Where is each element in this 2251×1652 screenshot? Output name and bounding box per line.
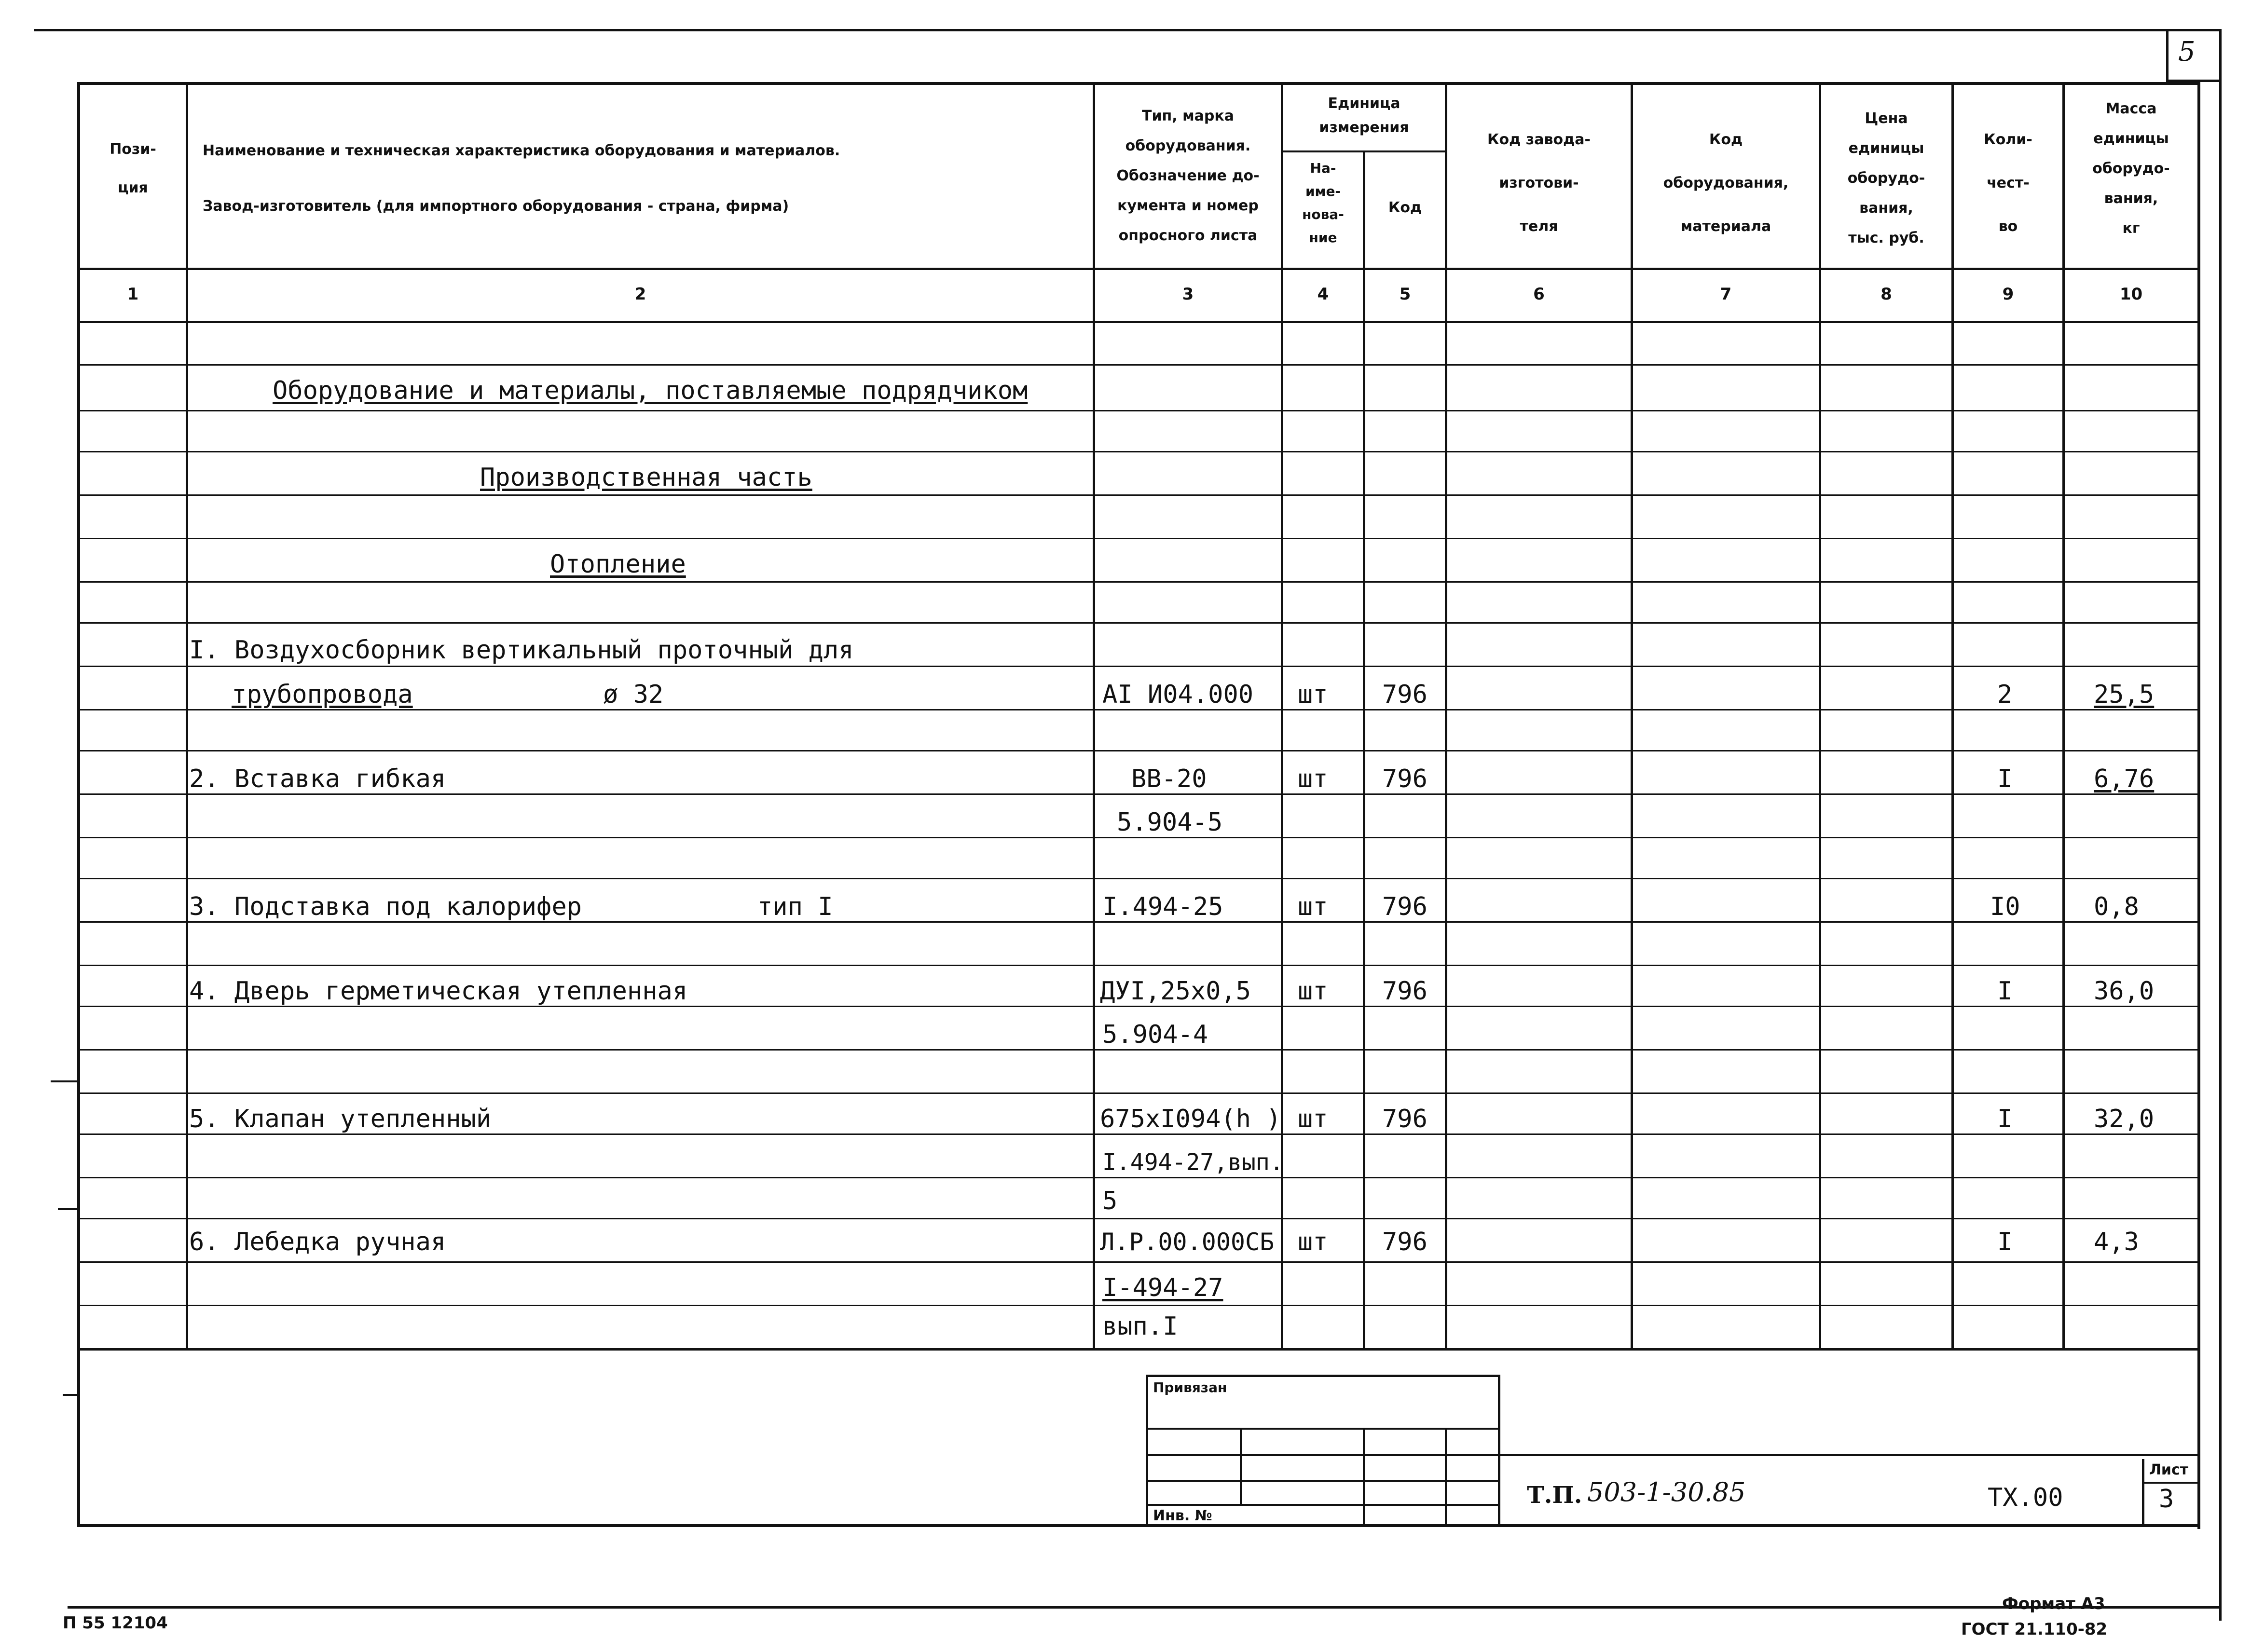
row-line	[77, 709, 2200, 710]
document-code: П 55 12104	[63, 1613, 168, 1633]
colnum-4: 4	[1317, 285, 1329, 304]
sheet-number: 3	[2159, 1485, 2174, 1514]
bottom-rule	[68, 1606, 2222, 1609]
item-5-type: 675xI094(h )	[1100, 1105, 1281, 1133]
row-line	[77, 1049, 2200, 1051]
margin-tick	[58, 1208, 77, 1210]
col-line-6	[1631, 82, 1633, 1351]
item-4-qty: I	[1997, 977, 2013, 1006]
colnum-9: 9	[2002, 285, 2014, 304]
colnum-8: 8	[1880, 285, 1892, 304]
item-6-name: 6. Лебедка ручная	[189, 1228, 446, 1256]
item-2-unit: шт	[1298, 765, 1328, 793]
row-line	[77, 494, 2200, 496]
colnum-bottom	[77, 321, 2200, 323]
stamp-row	[1146, 1480, 1500, 1482]
item-6-unit: шт	[1298, 1228, 1328, 1256]
header-position: Пози- ция	[110, 141, 156, 196]
colnum-6: 6	[1533, 285, 1545, 304]
item-3-unit: шт	[1298, 892, 1328, 921]
row-line	[77, 1305, 2200, 1306]
item-5-type-issue: 5	[1102, 1187, 1118, 1215]
header-unit-code: Код	[1388, 199, 1422, 216]
item-1-mass: 25,5	[2094, 680, 2155, 709]
header-manufacturer-code: Код завода- изготови- теля	[1487, 131, 1591, 235]
item-3-name: 3. Подставка под калорифер	[189, 892, 582, 921]
header-name: Наименование и техническая характеристика оборудования и материалов. Завод-изготовитель (для импортного оборудования - страна, фирма)	[203, 142, 840, 215]
item-5-name: 5. Клапан утепленный	[189, 1105, 492, 1133]
top-rule	[34, 29, 2219, 31]
item-6-code: 796	[1382, 1228, 1427, 1256]
item-1-code: 796	[1382, 680, 1427, 709]
row-line	[77, 622, 2200, 624]
item-2-type: ВВ-20	[1131, 765, 1207, 793]
col-line-5	[1445, 82, 1447, 1351]
item-5-code: 796	[1382, 1105, 1427, 1133]
colnum-2: 2	[634, 285, 646, 304]
item-1-unit: шт	[1298, 680, 1328, 709]
margin-tick	[63, 1394, 77, 1396]
item-6-mass: 4,3	[2094, 1228, 2139, 1256]
item-6-type: Л.Р.00.000СБ	[1100, 1228, 1275, 1256]
section-title-production: Производственная часть	[480, 463, 812, 492]
row-line	[77, 451, 2200, 452]
gost-label: ГОСТ 21.110-82	[1961, 1620, 2108, 1639]
item-6-qty: I	[1997, 1228, 2013, 1256]
header-type: Тип, марка оборудования. Обозначение до- кумента и номер опросного листа	[1116, 108, 1260, 244]
item-6-type-doc: I-494-27	[1102, 1273, 1223, 1302]
header-quantity: Коли- чест- во	[1984, 131, 2032, 235]
stamp-box-top	[1146, 1375, 1500, 1377]
item-1-qty: 2	[1997, 680, 2013, 709]
row-line	[77, 1133, 2200, 1135]
item-3-type: I.494-25	[1102, 892, 1223, 921]
stamp-row	[1146, 1454, 1500, 1456]
margin-tick	[51, 1080, 77, 1082]
item-4-code: 796	[1382, 977, 1427, 1006]
stamp-col	[1445, 1428, 1447, 1524]
item-2-type-doc: 5.904-5	[1117, 808, 1223, 837]
sheet-label: Лист	[2149, 1461, 2189, 1478]
body-bottom	[77, 1348, 2200, 1351]
header-unit-group: Единица измерения	[1319, 95, 1409, 136]
colnum-5: 5	[1399, 285, 1411, 304]
section-title-heating: Отопление	[550, 550, 686, 579]
header-equipment-code: Код оборудования, материала	[1663, 131, 1789, 235]
item-3-code: 796	[1382, 892, 1427, 921]
item-4-unit: шт	[1298, 977, 1328, 1006]
item-4-type-doc: 5.904-4	[1102, 1020, 1208, 1049]
col-line-1	[186, 82, 188, 1351]
table-bottom	[77, 1524, 2200, 1527]
item-2-name: 2. Вставка гибкая	[189, 765, 446, 793]
stamp-row	[1146, 1428, 1500, 1430]
sheet-box-left	[2142, 1459, 2144, 1527]
header-mass: Масса единицы оборудо- вания, кг	[2092, 100, 2170, 237]
designation-number: 503-1-30.85	[1587, 1477, 1746, 1507]
item-3-mass: 0,8	[2094, 892, 2139, 921]
stamp-col	[1240, 1428, 1242, 1505]
row-line	[77, 1177, 2200, 1178]
stamp-bound-label: Привязан	[1153, 1379, 1227, 1395]
header-price: Цена единицы оборудо- вания, тыс. руб.	[1847, 110, 1925, 246]
item-1-diameter: ø 32	[603, 680, 664, 709]
stamp-col	[1363, 1428, 1365, 1524]
section-title-supplied-by-contractor: Оборудование и материалы, поставляемые подрядчиком	[273, 376, 1028, 405]
item-5-unit: шт	[1298, 1105, 1328, 1133]
colnum-3: 3	[1182, 285, 1194, 304]
item-6-type-issue: вып.I	[1102, 1312, 1178, 1341]
item-2-mass: 6,76	[2094, 765, 2155, 793]
page-number: 5	[2178, 36, 2196, 68]
drawing-mark: ТХ.00	[1988, 1483, 2063, 1512]
col-line-7	[1819, 82, 1821, 1351]
row-line	[77, 1092, 2200, 1094]
unit-group-divider	[1281, 150, 1447, 152]
table-top	[77, 82, 2200, 85]
item-5-mass: 32,0	[2094, 1105, 2155, 1133]
table-right	[2197, 82, 2200, 1529]
row-line	[77, 666, 2200, 667]
item-3-qty: I0	[1990, 892, 2020, 921]
page-number-box-left	[2166, 29, 2169, 82]
stamp-inventory-label: Инв. №	[1153, 1507, 1212, 1524]
item-5-type-doc: I.494-27,вып.	[1102, 1149, 1284, 1176]
colnum-1: 1	[127, 285, 139, 304]
row-line	[77, 1006, 2200, 1007]
main-stamp-top	[1500, 1454, 2200, 1456]
item-4-mass: 36,0	[2094, 977, 2155, 1006]
format-label: Формат А3	[2002, 1594, 2105, 1613]
item-1-name-line1: I. Воздухосборник вертикальный проточный для	[189, 636, 854, 665]
header-bottom	[77, 268, 2200, 270]
colnum-10: 10	[2119, 285, 2143, 304]
designation-prefix: Т.П.	[1527, 1482, 1582, 1509]
colnum-7: 7	[1720, 285, 1732, 304]
row-line	[77, 921, 2200, 923]
row-line	[77, 878, 2200, 879]
item-2-qty: I	[1997, 765, 2013, 793]
row-line	[77, 1261, 2200, 1263]
row-line	[77, 410, 2200, 411]
row-line	[77, 364, 2200, 366]
row-line	[77, 581, 2200, 583]
item-1-name-line2: трубопровода	[232, 680, 413, 709]
item-5-qty: I	[1997, 1105, 2013, 1133]
outer-right-border	[2219, 29, 2222, 1621]
stamp-row	[1146, 1504, 1500, 1506]
row-line	[77, 1218, 2200, 1219]
row-line	[77, 750, 2200, 751]
item-4-type: ДУI,25x0,5	[1100, 977, 1251, 1006]
row-line	[77, 837, 2200, 838]
row-line	[77, 538, 2200, 539]
col-line-8	[1951, 82, 1954, 1351]
item-2-code: 796	[1382, 765, 1427, 793]
item-1-type: АI И04.000	[1102, 680, 1254, 709]
row-line	[77, 793, 2200, 795]
col-line-9	[2062, 82, 2065, 1351]
sheet-box-divider	[2142, 1482, 2200, 1484]
item-3-variant: тип I	[757, 892, 833, 921]
col-line-2	[1093, 82, 1095, 1351]
item-4-name: 4. Дверь герметическая утепленная	[189, 977, 688, 1006]
row-line	[77, 965, 2200, 966]
header-unit-name: На- име- нова- ние	[1302, 160, 1344, 246]
